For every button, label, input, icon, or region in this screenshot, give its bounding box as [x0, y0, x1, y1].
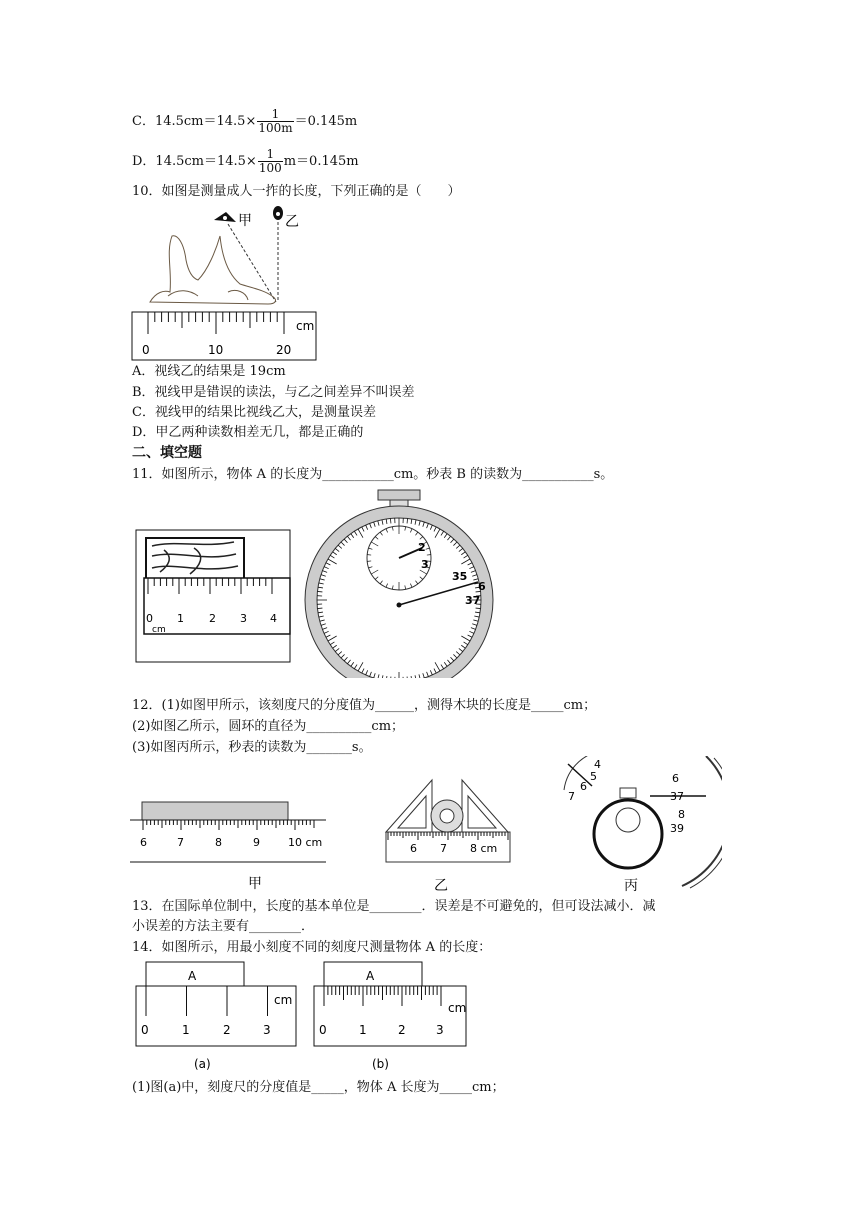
option-d-fraction	[258, 148, 283, 175]
fig-a-caption: (a)	[194, 1057, 211, 1071]
fraction-denominator: 100	[258, 161, 282, 175]
eye-jia-icon	[214, 212, 236, 222]
bing-second-label: 8	[678, 808, 685, 821]
q12-fig-yi	[382, 772, 514, 894]
q12-part3: (3)如图丙所示，秒表的读数为_______s。	[132, 740, 372, 755]
eye-jia-label: 甲	[238, 213, 252, 229]
b-tick-label: 3	[436, 1023, 444, 1037]
q11-ruler-figure	[134, 528, 292, 664]
ruler-tick	[390, 518, 391, 523]
ruler-tick	[407, 518, 408, 523]
ring-inner	[440, 809, 454, 823]
q10-option-d: D．甲乙两种读数相差无几，都是正确的	[132, 425, 364, 440]
hand-detail	[168, 290, 248, 300]
jia-tick-label: 8	[215, 836, 222, 849]
q10-ruler-unit: cm	[296, 319, 315, 333]
second-dial-label: 35	[452, 570, 468, 583]
q10-option-c: C．视线甲的结果比视线乙大，是测量误差	[132, 405, 376, 420]
q11-stopwatch	[300, 488, 500, 678]
q11-tick-label: 4	[270, 612, 277, 625]
object-a-label: A	[188, 969, 197, 983]
q11-tick-label: 2	[209, 612, 216, 625]
option-d-suffix: m＝0.145m	[283, 154, 359, 169]
q11-ruler-unit: cm	[152, 625, 166, 635]
q11-tick-label: 0	[146, 612, 153, 625]
q13-line1: 13．在国际单位制中，长度的基本单位是________．误差是不可避免的，但可设法减小．减	[132, 899, 656, 914]
b-ruler-unit: cm	[448, 1001, 467, 1015]
bing-minute-label: 6	[580, 780, 587, 793]
a-ruler-unit: cm	[274, 993, 293, 1007]
wood-block	[142, 802, 288, 820]
a-tick-label: 3	[263, 1023, 271, 1037]
section-heading: 二、填空题	[132, 445, 202, 461]
b-tick-label: 2	[398, 1023, 406, 1037]
triangle-right	[462, 780, 508, 832]
q14-fig-a	[132, 960, 302, 1074]
jia-tick-label: 6	[140, 836, 147, 849]
q11-tick-label: 1	[177, 612, 184, 625]
q11-ruler	[144, 578, 290, 634]
minute-dial-label: 3	[421, 558, 429, 571]
minute-scale-arc	[564, 756, 610, 790]
b-tick-label: 0	[319, 1023, 327, 1037]
hand-pivot	[397, 603, 402, 608]
ruler-tick	[476, 608, 481, 609]
option-c-suffix: ＝0.145m	[294, 114, 358, 129]
object-a-label: A	[366, 969, 375, 983]
q9-option-c	[132, 108, 357, 135]
small-stopwatch-crown	[620, 788, 636, 798]
bing-second-label: 6	[672, 772, 679, 785]
q13-line2: 小误差的方法主要有________．	[132, 919, 315, 934]
a-tick-label: 2	[223, 1023, 231, 1037]
fig-b-caption: (b)	[372, 1057, 389, 1071]
second-dial-label: 37	[465, 594, 481, 607]
eye-yi-label: 乙	[285, 214, 299, 230]
bing-second-label: 39	[670, 822, 684, 835]
fraction-denominator: 100m	[258, 121, 293, 135]
q10-tick-label: 0	[142, 343, 150, 357]
second-dial-label: 6	[478, 580, 486, 593]
a-tick-label: 1	[182, 1023, 190, 1037]
q11-tick-label: 3	[240, 612, 247, 625]
stopwatch-crown	[378, 490, 420, 500]
option-c-prefix: C．14.5cm＝14.5×	[132, 114, 257, 129]
a-tick-label: 0	[141, 1023, 149, 1037]
jia-tick-label: 9	[253, 836, 260, 849]
ruler-tick	[317, 591, 322, 592]
q10-tick-label: 20	[276, 343, 292, 357]
yi-tick-label: 7	[440, 842, 447, 855]
q12-part1: 12．(1)如图甲所示，该刻度尺的分度值为______，测得木块的长度是_____cm；	[132, 698, 597, 713]
b-tick-label: 1	[359, 1023, 367, 1037]
option-d-prefix: D．14.5cm＝14.5×	[132, 154, 257, 169]
q14-part1: (1)图(a)中，刻度尺的分度值是_____，物体 A 长度为_____cm；	[132, 1080, 505, 1095]
q14-ruler-a	[136, 986, 296, 1046]
fraction-numerator: 1	[257, 108, 293, 122]
q9-option-d	[132, 148, 359, 175]
bing-minute-label: 7	[568, 790, 575, 803]
hand-outline	[150, 236, 275, 304]
minute-dial-label: 2	[418, 541, 426, 554]
small-stopwatch-subdial	[616, 808, 640, 832]
yi-tick-label: 6	[410, 842, 417, 855]
q12-part2: (2)如图乙所示，圆环的直径为__________cm；	[132, 719, 405, 734]
q14-stem: 14．如图所示，用最小刻度不同的刻度尺测量物体 A 的长度：	[132, 940, 492, 955]
figure-label-bing: 丙	[624, 878, 638, 894]
ruler-tick	[317, 608, 322, 609]
q12-fig-bing	[556, 756, 722, 894]
yi-tick-label: 8 cm	[470, 842, 498, 855]
bing-minute-label: 5	[590, 770, 597, 783]
q14-fig-b	[310, 960, 480, 1074]
q12-fig-jia	[128, 796, 328, 894]
option-c-fraction	[257, 108, 293, 135]
bing-second-label: 37	[670, 790, 684, 803]
eye-yi-icon	[273, 206, 283, 220]
jia-tick-label: 7	[177, 836, 184, 849]
bing-minute-label: 4	[594, 758, 601, 771]
figure-label-jia: 甲	[248, 876, 262, 892]
q10-tick-label: 10	[208, 343, 224, 357]
q10-option-b: B．视线甲是错误的读法，与乙之间差异不叫误差	[132, 385, 415, 400]
q10-hand-ruler-figure	[128, 200, 328, 362]
q12-jia-ticks	[143, 820, 314, 830]
figure-label-yi: 乙	[434, 878, 448, 894]
jia-tick-label: 10 cm	[288, 836, 323, 849]
q11-stem: 11．如图所示，物体 A 的长度为___________cm。秒表 B 的读数为___________s。	[132, 467, 614, 482]
triangle-left	[386, 780, 432, 832]
q10-stem: 10．如图是测量成人一拃的长度，下列正确的是（ ）	[132, 184, 461, 199]
q10-option-a: A．视线乙的结果是 19cm	[132, 364, 286, 379]
fraction-numerator: 1	[258, 148, 283, 162]
